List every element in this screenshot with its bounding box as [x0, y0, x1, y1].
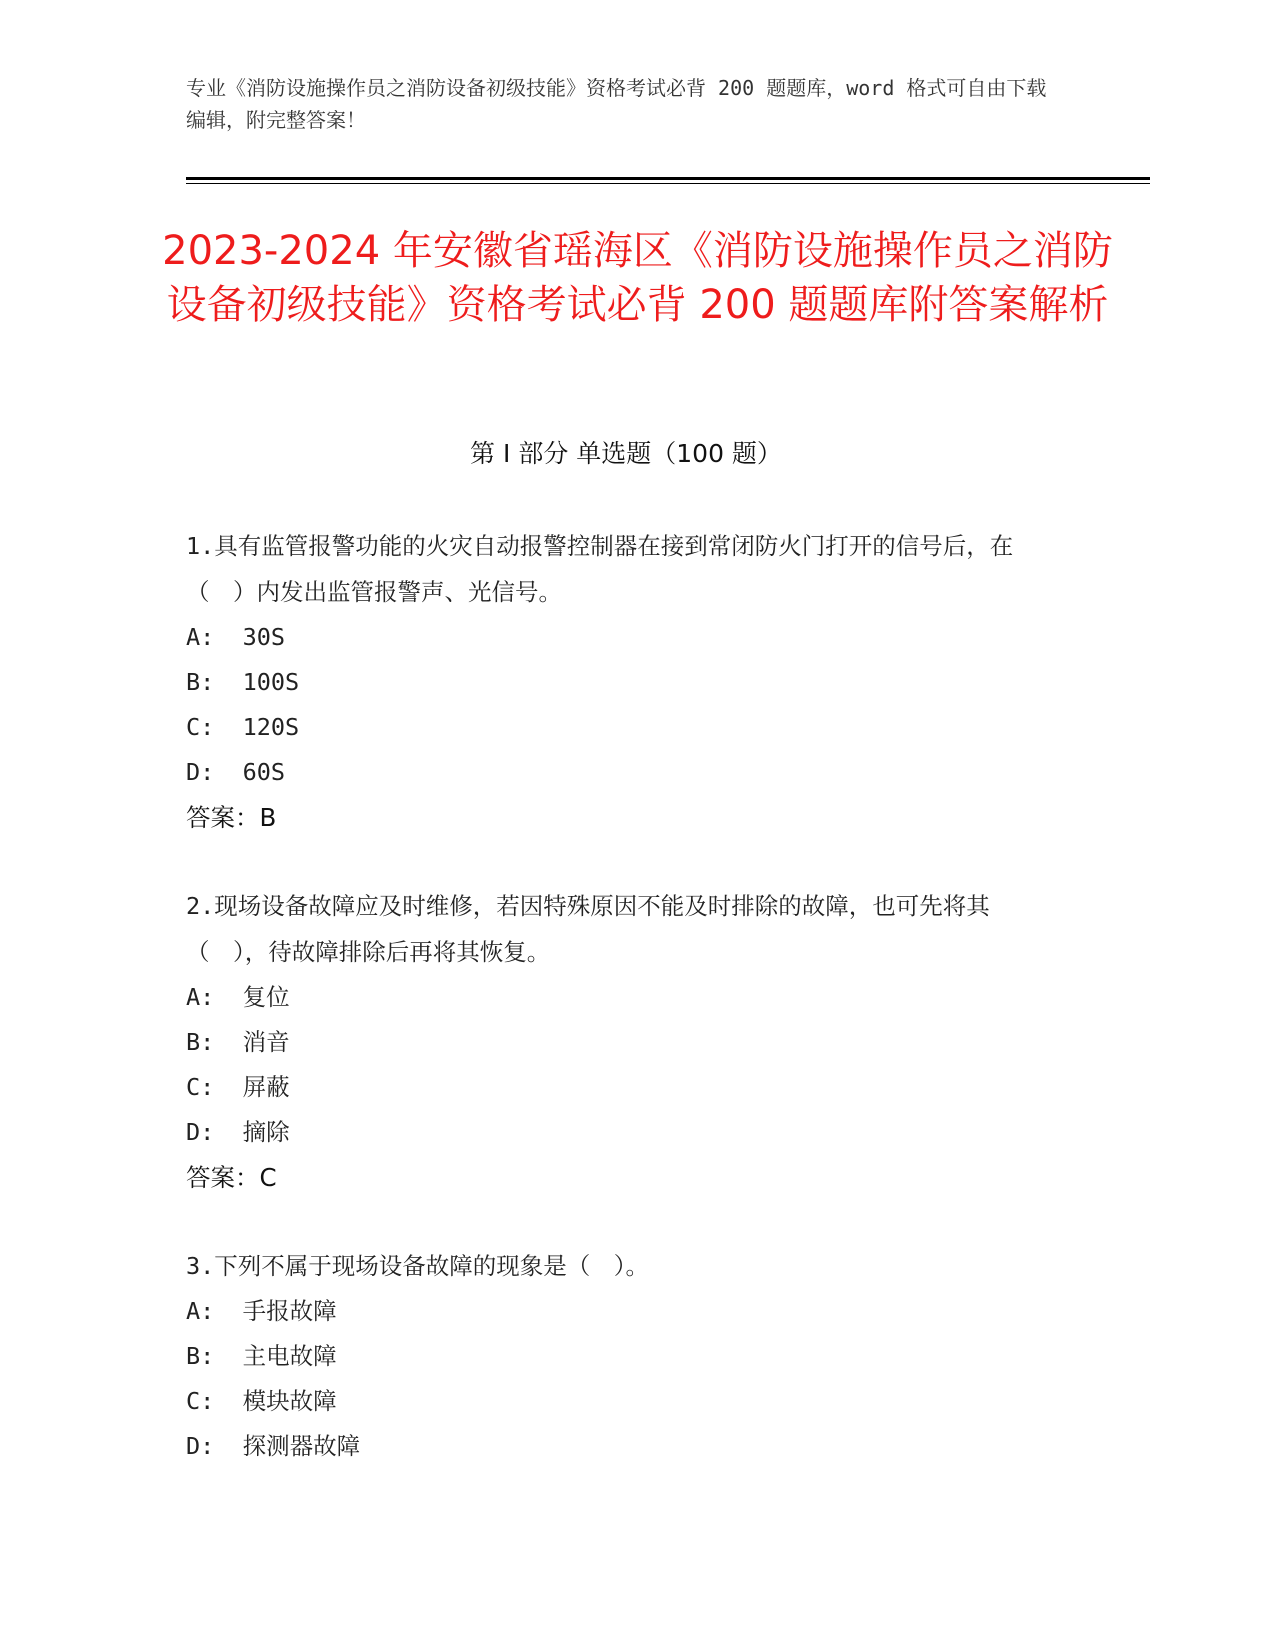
- section-title: 第 I 部分 单选题（100 题）: [470, 439, 782, 468]
- header-divider-thick: [186, 177, 1150, 180]
- question-1: [186, 523, 1066, 840]
- option-c: C: 模块故障: [186, 1387, 337, 1415]
- option-a: A: 复位: [186, 983, 290, 1011]
- question-stem: 1.具有监管报警功能的火灾自动报警控制器在接到常闭防火门打开的信号后，在（ ）内发出监管报警声、光信号。: [186, 532, 1014, 606]
- option-a: A: 30S: [186, 623, 286, 651]
- option-c: C: 屏蔽: [186, 1073, 290, 1101]
- option-b: B: 100S: [186, 668, 300, 696]
- header-divider-thin: [186, 183, 1150, 184]
- document-title: 2023-2024 年安徽省瑶海区《消防设施操作员之消防设备初级技能》资格考试必背 200 题题库附答案解析: [162, 228, 1113, 328]
- option-a: A: 手报故障: [186, 1297, 337, 1325]
- option-c: C: 120S: [186, 713, 300, 741]
- answer: 答案：C: [186, 1163, 277, 1192]
- option-d: D: 探测器故障: [186, 1432, 361, 1460]
- question-2: [186, 883, 1066, 1200]
- question-list: [186, 523, 1066, 1469]
- question-3: [186, 1243, 1066, 1469]
- answer: 答案：B: [186, 803, 277, 832]
- option-b: B: 主电故障: [186, 1342, 337, 1370]
- header-note: 专业《消防设施操作员之消防设备初级技能》资格考试必背 200 题题库，word 格式可自由下载编辑，附完整答案！: [186, 76, 1047, 132]
- question-stem: 2.现场设备故障应及时维修，若因特殊原因不能及时排除的故障，也可先将其（ ），待故障排除后再将其恢复。: [186, 892, 990, 966]
- question-stem: 3.下列不属于现场设备故障的现象是（ ）。: [186, 1252, 650, 1280]
- option-d: D: 摘除: [186, 1118, 290, 1146]
- option-b: B: 消音: [186, 1028, 290, 1056]
- option-d: D: 60S: [186, 758, 286, 786]
